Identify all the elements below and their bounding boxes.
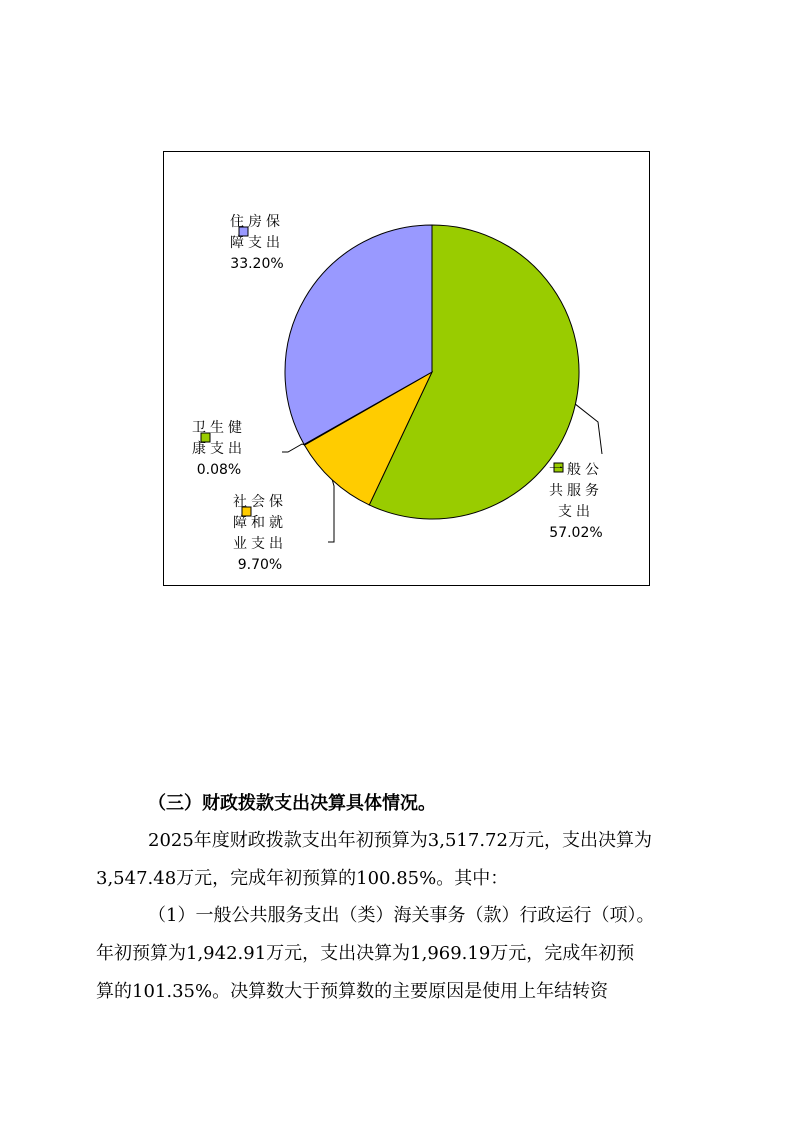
slice-name-label-3: 康支出 [192, 441, 246, 457]
slice-name-label-4: 住房保 [230, 214, 284, 230]
slice-value-label-3: 0.08% [196, 462, 242, 478]
slice-name-label-4: 障支出 [230, 235, 284, 251]
leader-line-3 [282, 444, 304, 452]
slice-value-label-1: 57.02% [549, 525, 603, 541]
paragraph-line-2: 3,547.48万元，完成年初预算的100.85%。其中： [96, 868, 509, 889]
slice-name-label-2: 业支出 [233, 536, 287, 552]
slice-name-label-1: 共服务 [549, 483, 603, 499]
slice-name-label-1: 一般公 [549, 462, 603, 478]
slice-name-label-2: 社会保 [233, 494, 287, 510]
paragraph-line-5: 算的101.35%。决算数大于预算数的主要原因是使用上年结转资 [96, 981, 609, 1002]
paragraph-line-3: （1）一般公共服务支出（类）海关事务（款）行政运行（项）。 [148, 905, 655, 926]
pie-chart-svg [164, 152, 649, 585]
leader-line-2 [328, 480, 334, 542]
slice-name-label-3: 卫生健 [192, 420, 246, 436]
paragraph-line-1: 2025年度财政拨款支出年初预算为3,517.72万元，支出决算为 [148, 830, 652, 851]
section-heading: （三）财政拨款支出决算具体情况。 [148, 793, 436, 814]
leader-line-1 [575, 404, 602, 454]
slice-name-label-1: 支出 [558, 504, 594, 520]
slice-value-label-2: 9.70% [237, 557, 283, 573]
slice-value-label-4: 33.20% [230, 256, 284, 272]
paragraph-line-4: 年初预算为1,942.91万元，支出决算为1,969.19万元，完成年初预 [96, 943, 635, 964]
slice-name-label-2: 障和就 [233, 515, 287, 531]
pie-chart [163, 151, 650, 586]
